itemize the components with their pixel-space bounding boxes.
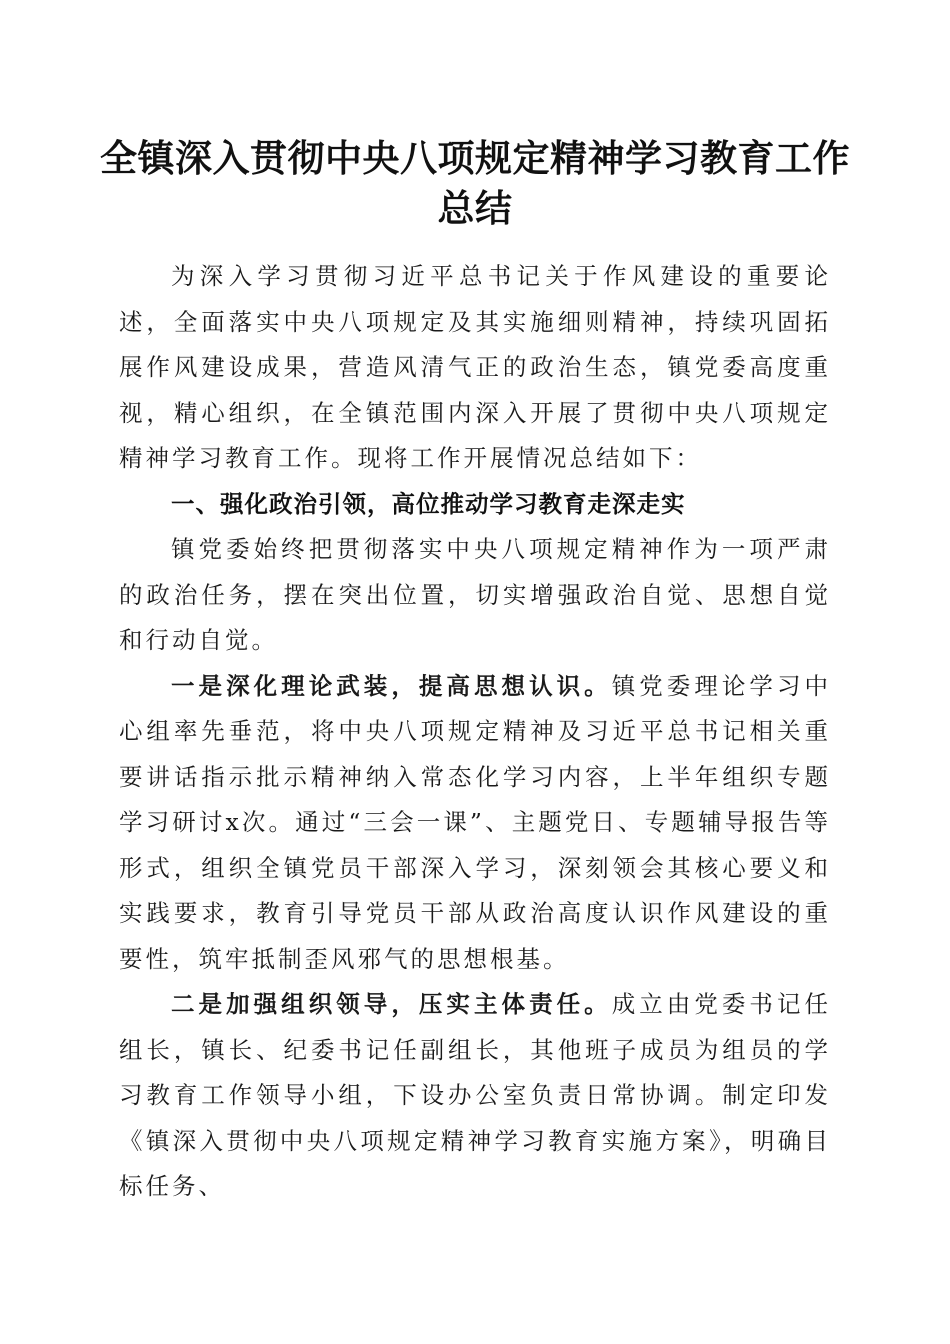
point-text-2: 成立由党委书记任组长，镇长、纪委书记任副组长，其他班子成员为组员的学习教育工作领导小组，下设办公室负责日常协调。制定印发《镇深入贯彻中央八项规定精神学习教育实施方案》，明确目标任务、: [119, 990, 832, 1200]
point-lead-1: 一是深化理论武装，提高思想认识。: [171, 671, 612, 700]
document-title: 全镇深入贯彻中央八项规定精神学习教育工作总结: [100, 136, 850, 230]
point-lead-2: 二是加强组织领导，压实主体责任。: [171, 990, 612, 1018]
point-paragraph-1: [119, 664, 831, 983]
point-paragraph-2: [119, 982, 831, 1210]
point-text-1: 镇党委理论学习中心组率先垂范，将中央八项规定精神及习近平总书记相关重要讲话指示批示精神纳入常态化学习内容，上半年组织专题学习研讨x次。通过“三会一课”、主题党日、专题辅导报告等形式，组织全镇党员干部深入学习，深刻领会其核心要义和实践要求，教育引导党员干部从政治高度认识作风建设的重要性，筑牢抵制歪风邪气的思想根基。: [119, 671, 832, 973]
intro-paragraph: 为深入学习贯彻习近平总书记关于作风建设的重要论述，全面落实中央八项规定及其实施细则精神，持续巩固拓展作风建设成果，营造风清气正的政治生态，镇党委高度重视，精心组织，在全镇范围内深入开展了贯彻中央八项规定精神学习教育工作。现将工作开展情况总结如下：: [119, 262, 831, 472]
document-body: [119, 254, 831, 1210]
section-summary-paragraph: 镇党委始终把贯彻落实中央八项规定精神作为一项严肃的政治任务，摆在突出位置，切实增强政治自觉、思想自觉和行动自觉。: [119, 535, 831, 654]
section-heading: 一、强化政治引领，高位推动学习教育走深走实: [171, 489, 686, 518]
